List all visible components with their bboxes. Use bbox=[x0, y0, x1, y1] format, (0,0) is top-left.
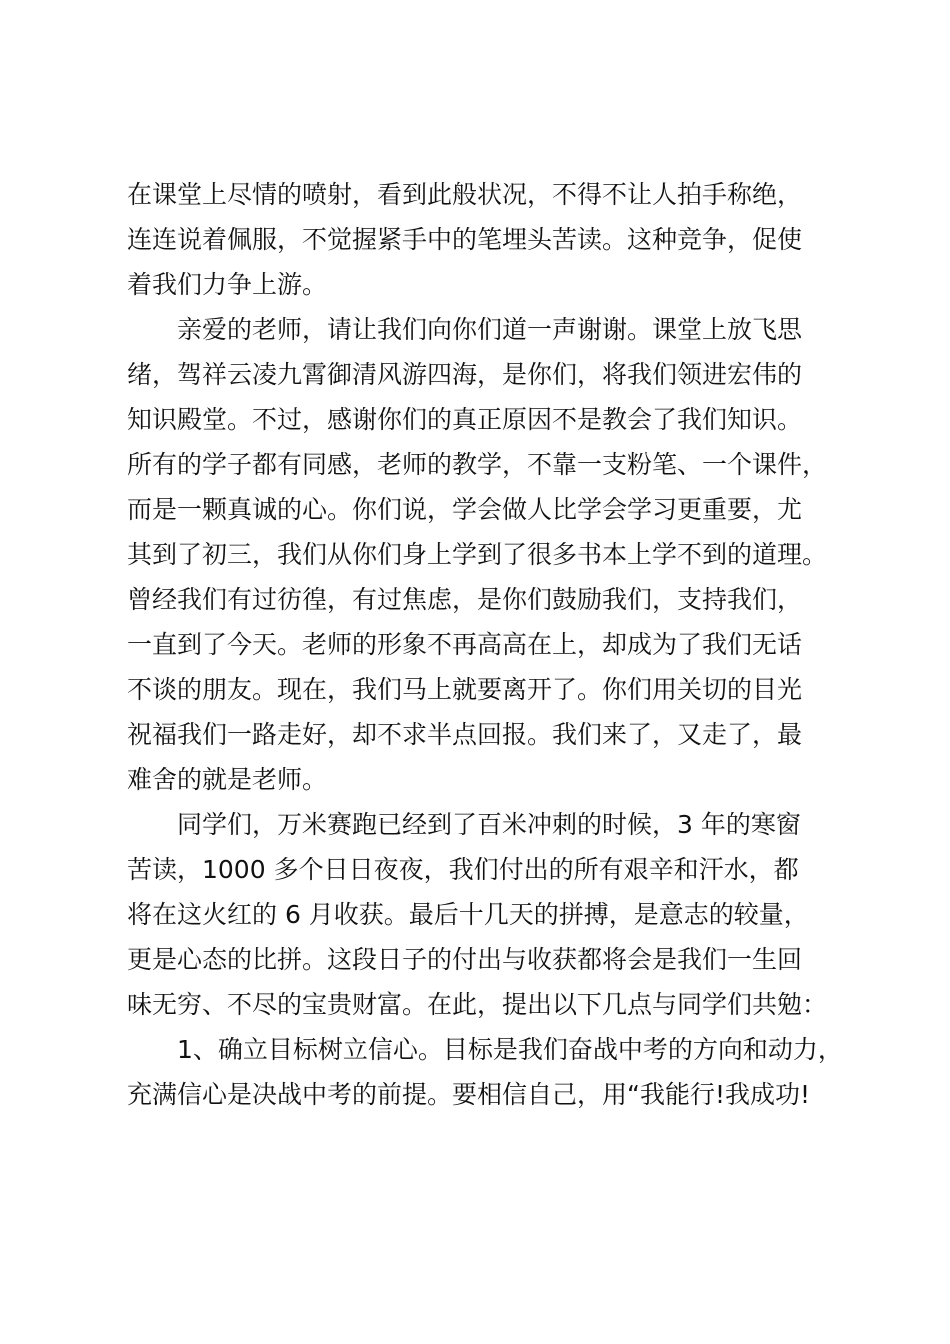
paragraph-first-line: 亲爱的老师，请让我们向你们道一声谢谢。课堂上放飞思 bbox=[177, 315, 803, 344]
text-line: 将在这火红的 6 月收获。最后十几天的拼搏，是意志的较量， bbox=[127, 900, 809, 929]
text-line: 连连说着佩服，不觉握紧手中的笔埋头苦读。这种竞争，促使 bbox=[127, 225, 803, 254]
text-line: 苦读，1000 多个日日夜夜，我们付出的所有艰辛和汗水，都 bbox=[127, 855, 799, 884]
text-line: 难舍的就是老师。 bbox=[127, 765, 328, 794]
text-line: 曾经我们有过彷徨，有过焦虑，是你们鼓励我们，支持我们， bbox=[127, 585, 803, 614]
text-line: 着我们力争上游。 bbox=[127, 270, 328, 299]
text-line: 不谈的朋友。现在，我们马上就要离开了。你们用关切的目光 bbox=[127, 675, 803, 704]
text-line: 知识殿堂。不过，感谢你们的真正原因不是教会了我们知识。 bbox=[127, 405, 803, 434]
body-text bbox=[127, 172, 847, 1117]
text-line: 更是心态的比拼。这段日子的付出与收获都将会是我们一生回 bbox=[127, 945, 803, 974]
text-line: 祝福我们一路走好，却不求半点回报。我们来了，又走了，最 bbox=[127, 720, 803, 749]
paragraph-first-line: 同学们，万米赛跑已经到了百米冲刺的时候，3 年的寒窗 bbox=[177, 810, 801, 839]
paragraph-first-line: 1、确立目标树立信心。目标是我们奋战中考的方向和动力， bbox=[177, 1035, 843, 1064]
text-line: 一直到了今天。老师的形象不再高高在上，却成为了我们无话 bbox=[127, 630, 803, 659]
text-line: 充满信心是决战中考的前提。要相信自己，用“我能行!我成功! bbox=[127, 1080, 810, 1109]
text-line: 绪，驾祥云凌九霄御清风游四海，是你们，将我们领进宏伟的 bbox=[127, 360, 803, 389]
text-line: 在课堂上尽情的喷射，看到此般状况，不得不让人拍手称绝， bbox=[127, 180, 803, 209]
text-line: 所有的学子都有同感，老师的教学，不靠一支粉笔、一个课件， bbox=[127, 450, 828, 479]
text-line: 而是一颗真诚的心。你们说，学会做人比学会学习更重要，尤 bbox=[127, 495, 803, 524]
text-line: 味无穷、不尽的宝贵财富。在此，提出以下几点与同学们共勉： bbox=[127, 990, 828, 1019]
text-line: 其到了初三，我们从你们身上学到了很多书本上学不到的道理。 bbox=[127, 540, 828, 569]
